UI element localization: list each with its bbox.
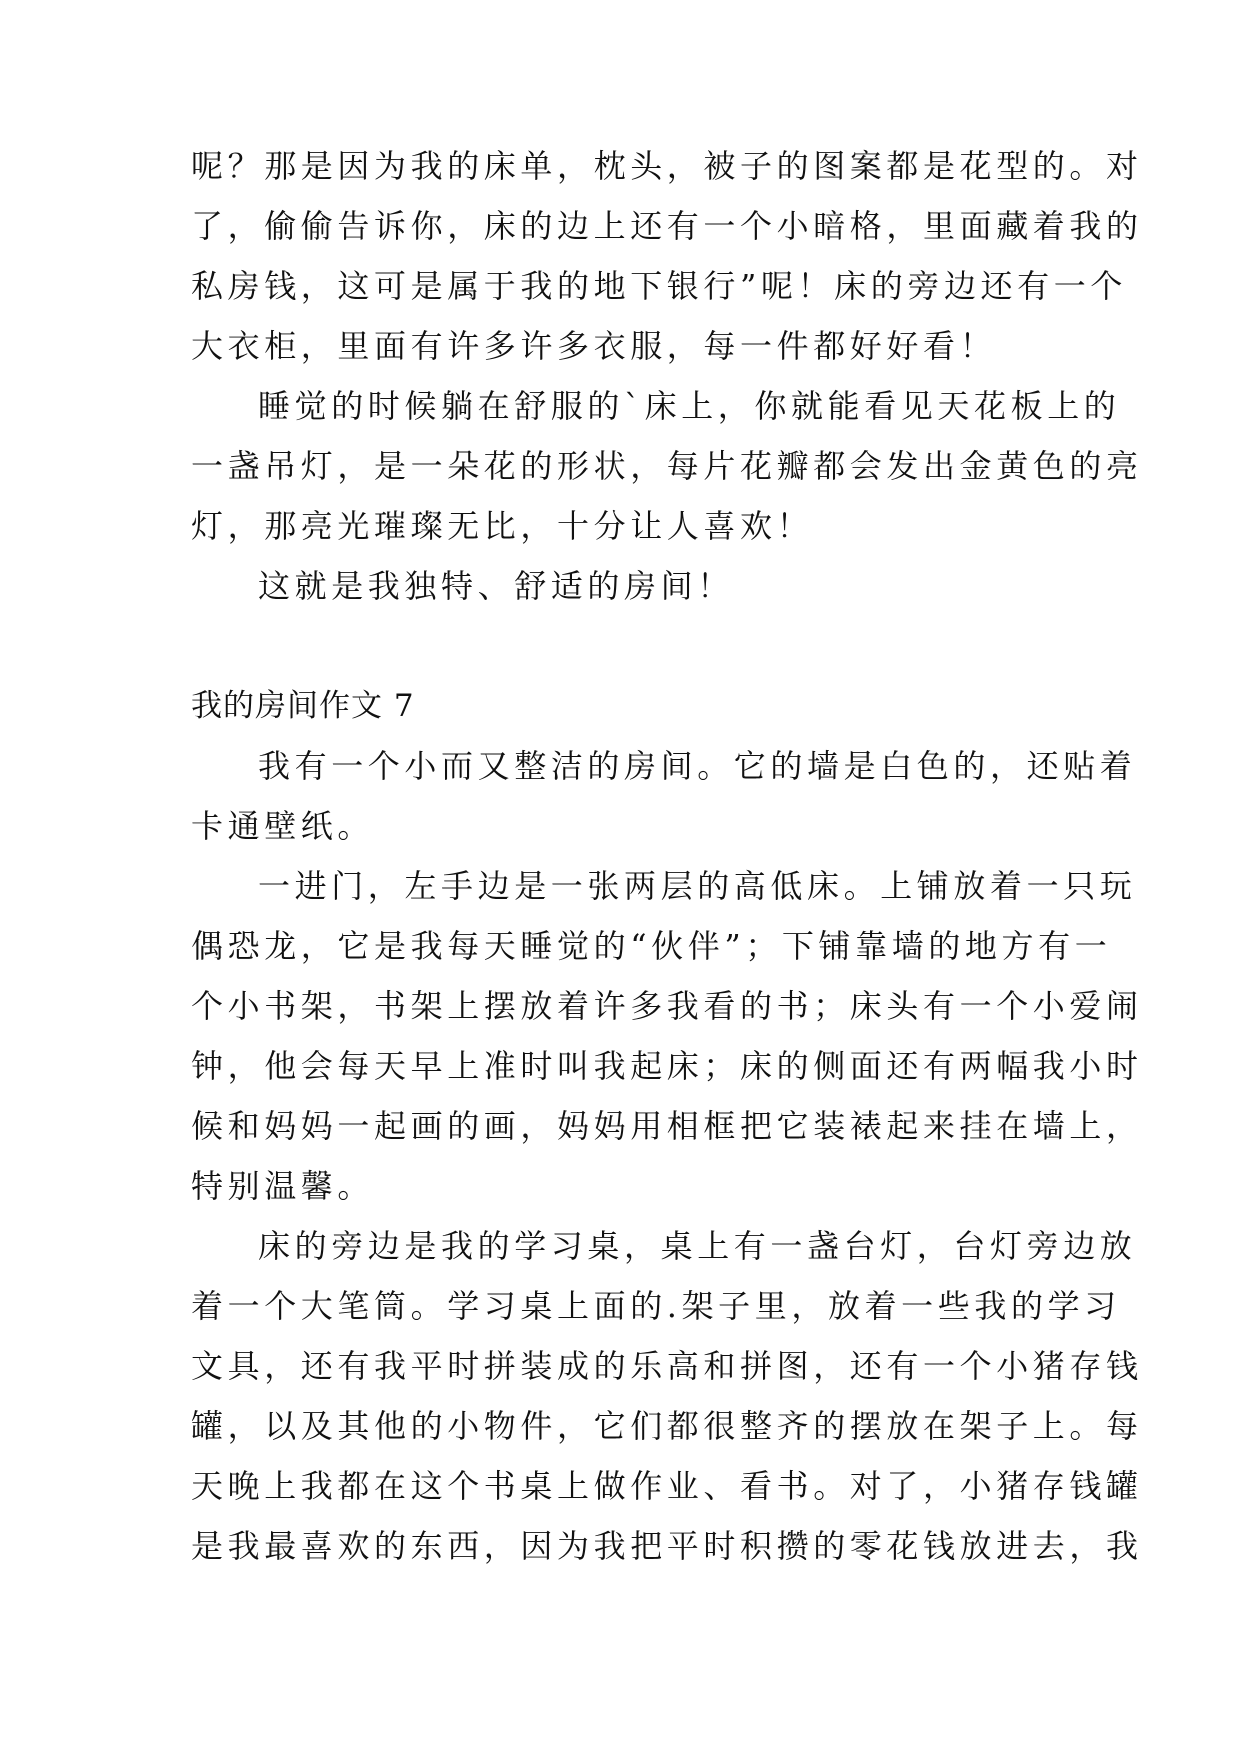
- text-line: 罐，以及其他的小物件，它们都很整齐的摆放在架子上。每: [191, 1407, 1143, 1445]
- text-line: 个小书架，书架上摆放着许多我看的书；床头有一个小爱闹: [191, 987, 1143, 1025]
- text-line: 偶恐龙，它是我每天睡觉的“伙伴”；下铺靠墙的地方有一: [191, 927, 1112, 965]
- text-line: 灯，那亮光璀璨无比，十分让人喜欢！: [191, 507, 814, 545]
- text-line: 候和妈妈一起画的画，妈妈用相框把它装裱起来挂在墙上，: [191, 1107, 1143, 1145]
- text-line: 文具，还有我平时拼装成的乐高和拼图，还有一个小猪存钱: [191, 1347, 1143, 1385]
- text-line: 了，偷偷告诉你，床的边上还有一个小暗格，里面藏着我的: [191, 207, 1143, 245]
- text-line: 着一个大笔筒。学习桌上面的.架子里，放着一些我的学习: [191, 1287, 1121, 1325]
- text-line: 天晚上我都在这个书桌上做作业、看书。对了，小猪存钱罐: [191, 1467, 1143, 1505]
- text-line: 这就是我独特、舒适的房间！: [258, 567, 734, 605]
- text-line: 睡觉的时候躺在舒服的`床上，你就能看见天花板上的: [258, 387, 1121, 425]
- text-line: 一盏吊灯，是一朵花的形状，每片花瓣都会发出金黄色的亮: [191, 447, 1143, 485]
- text-line: 卡通壁纸。: [191, 807, 375, 845]
- text-line: 私房钱，这可是属于我的地下银行”呢！床的旁边还有一个: [191, 267, 1127, 305]
- text-line: 一进门，左手边是一张两层的高低床。上铺放着一只玩: [258, 867, 1137, 905]
- text-line: 呢？那是因为我的床单，枕头，被子的图案都是花型的。对: [191, 147, 1143, 185]
- text-line: 是我最喜欢的东西，因为我把平时积攒的零花钱放进去，我: [191, 1527, 1143, 1565]
- text-line: 钟，他会每天早上准时叫我起床；床的侧面还有两幅我小时: [191, 1047, 1143, 1085]
- text-line: 特别温馨。: [191, 1167, 375, 1205]
- text-line: 床的旁边是我的学习桌，桌上有一盏台灯，台灯旁边放: [258, 1227, 1137, 1265]
- section-heading: 我的房间作文 7: [191, 688, 415, 724]
- text-line: 我有一个小而又整洁的房间。它的墙是白色的，还贴着: [258, 747, 1137, 785]
- text-line: 大衣柜，里面有许多许多衣服，每一件都好好看！: [191, 327, 997, 365]
